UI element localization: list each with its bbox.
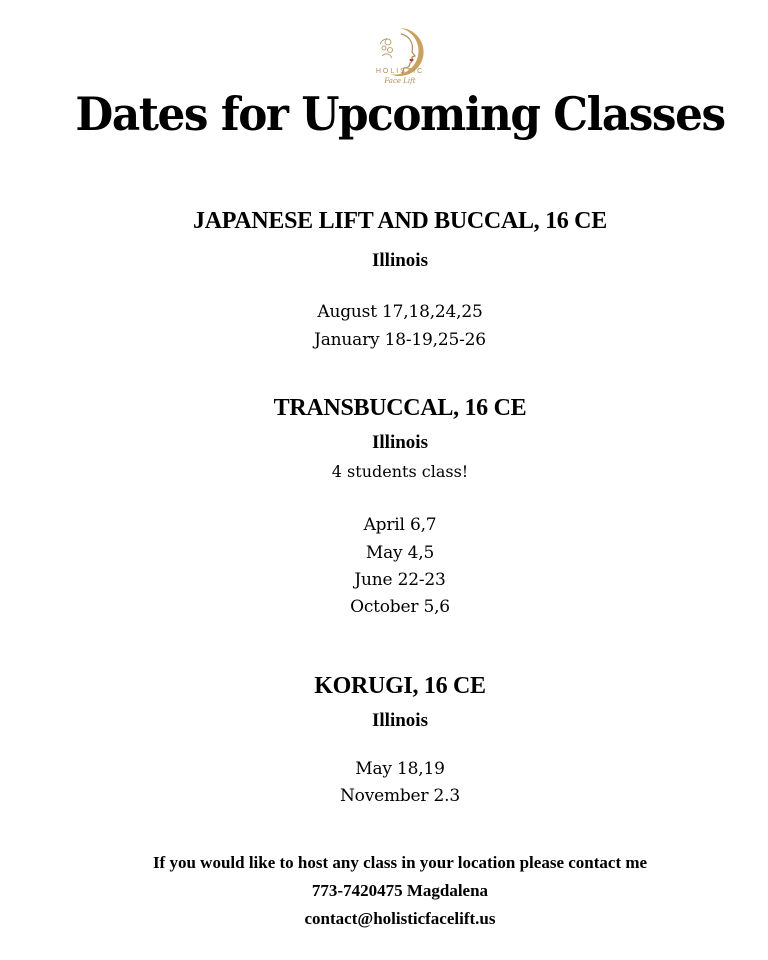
brand-name: HOLISTIC	[375, 68, 425, 75]
course-location: Illinois	[372, 250, 428, 271]
course-date: April 6,7	[363, 515, 437, 535]
course-date: May 4,5	[365, 543, 435, 563]
course-location: Illinois	[372, 710, 428, 731]
brand-tagline: Face Lift	[384, 77, 416, 85]
page-title: Dates for Upcoming Classes	[75, 87, 725, 141]
course-heading-transbuccal: TRANSBUCCAL, 16 CE	[273, 395, 527, 421]
footer-phone: 773-7420475 Magdalena	[311, 881, 489, 900]
course-heading-korugi: KORUGI, 16 CE	[314, 673, 486, 699]
course-date: November 2.3	[339, 786, 460, 806]
course-date: October 5,6	[350, 597, 450, 617]
course-location: Illinois	[372, 432, 428, 453]
footer-host-invite: If you would like to host any class in your location please contact me	[152, 853, 648, 872]
footer-email: contact@holisticfacelift.us	[304, 909, 496, 928]
course-date: May 18,19	[355, 759, 445, 779]
course-date: August 17,18,24,25	[317, 302, 483, 322]
course-heading-japanese-lift: JAPANESE LIFT AND BUCCAL, 16 CE	[193, 208, 607, 234]
course-date: January 18-19,25-26	[314, 330, 486, 350]
course-date: June 22-23	[354, 570, 446, 590]
course-note: 4 students class!	[331, 462, 469, 481]
